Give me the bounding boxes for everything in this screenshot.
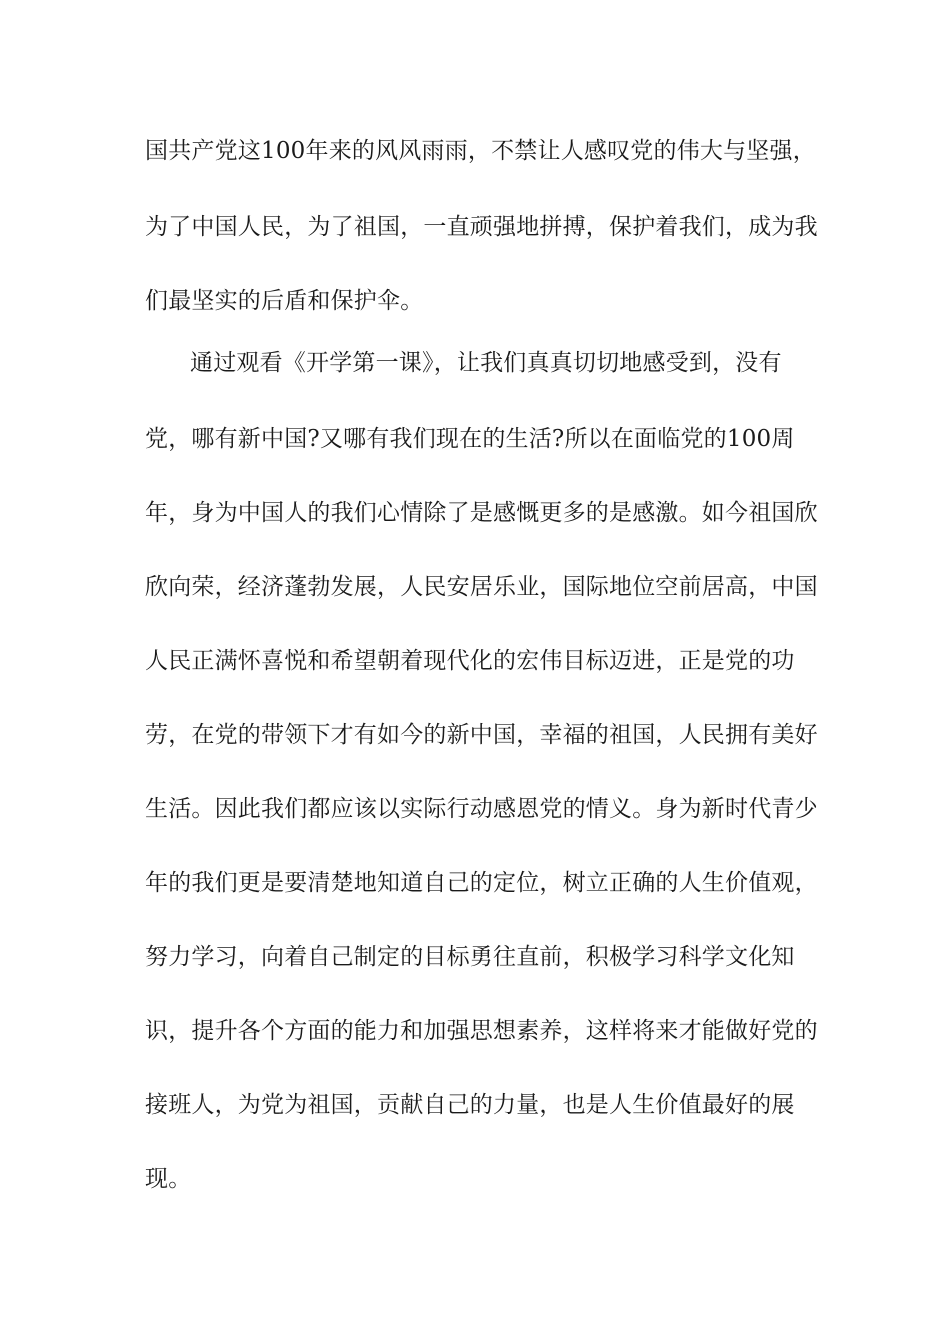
paragraph-first-line: 通过观看《开学第一课》，让我们真真切切地感受到，没有 (190, 350, 782, 376)
paragraph-line: 劳，在党的带领下才有如今的新中国，幸福的祖国，人民拥有美好 (145, 722, 818, 748)
paragraph-line: 欣向荣，经济蓬勃发展，人民安居乐业，国际地位空前居高，中国 (145, 574, 818, 600)
paragraph-line: 现。 (145, 1166, 192, 1192)
paragraph-line: 接班人，为党为祖国，贡献自己的力量，也是人生价值最好的展 (145, 1092, 795, 1118)
paragraph-line: 年，身为中国人的我们心情除了是感慨更多的是感激。如今祖国欣 (145, 500, 818, 526)
paragraph-line: 年的我们更是要清楚地知道自己的定位，树立正确的人生价值观， (145, 870, 818, 896)
paragraph-line: 人民正满怀喜悦和希望朝着现代化的宏伟目标迈进，正是党的功 (145, 648, 795, 674)
paragraph-line: 为了中国人民，为了祖国，一直顽强地拼搏，保护着我们，成为我 (145, 214, 818, 240)
paragraph-line: 国共产党这100年来的风风雨雨，不禁让人感叹党的伟大与坚强， (145, 138, 816, 164)
paragraph-line: 识，提升各个方面的能力和加强思想素养，这样将来才能做好党的 (145, 1018, 818, 1044)
paragraph-line: 生活。因此我们都应该以实际行动感恩党的情义。身为新时代青少 (145, 796, 818, 822)
paragraph-line: 们最坚实的后盾和保护伞。 (145, 288, 424, 314)
paragraph-line: 党，哪有新中国?又哪有我们现在的生活?所以在面临党的100周 (145, 426, 795, 452)
paragraph-line: 努力学习，向着自己制定的目标勇往直前，积极学习科学文化知 (145, 944, 795, 970)
